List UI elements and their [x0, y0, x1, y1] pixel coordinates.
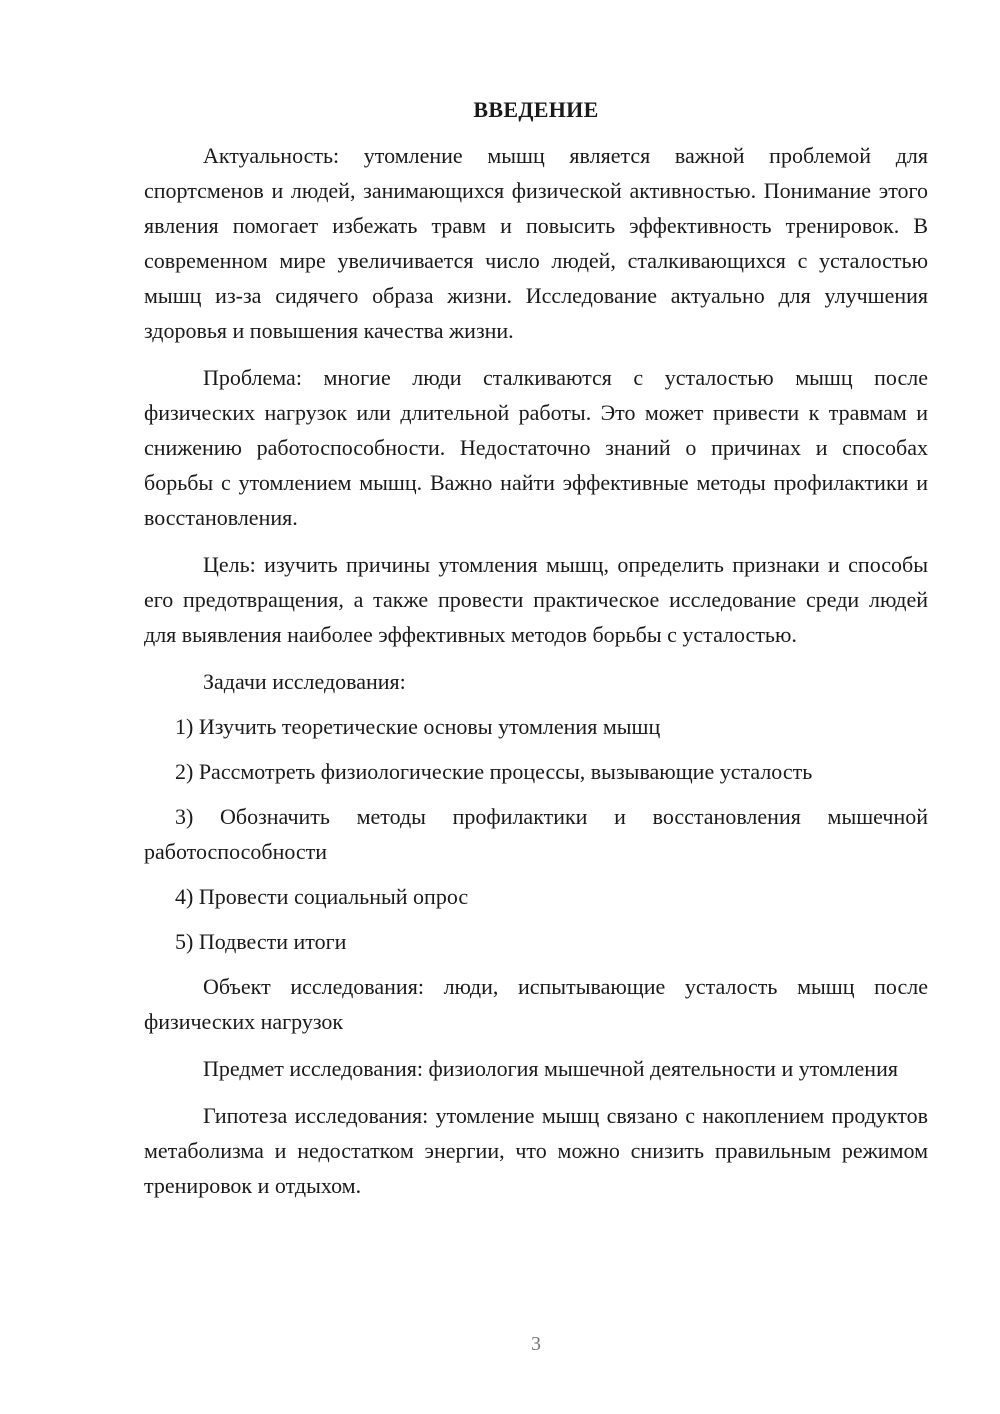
- paragraph-object: Объект исследования: люди, испытывающие усталость мышц после физических нагрузок: [144, 974, 928, 1034]
- page-number: 3: [531, 1333, 541, 1355]
- paragraph-hypothesis: Гипотеза исследования: утомление мышц связано с накоплением продуктов метаболизма и недостатком энергии, что можно снизить правильным режимом тренировок и отдыхом.: [144, 1103, 928, 1198]
- paragraph-subject: Предмет исследования: физиология мышечной деятельности и утомления: [203, 1056, 898, 1081]
- paragraph-goal: Цель: изучить причины утомления мышц, определить признаки и способы его предотвращения, а также провести практическое исследование среди людей для выявления наиболее эффективных методов борьбы с усталостью.: [144, 552, 928, 647]
- task-item: 2) Рассмотреть физиологические процессы, вызывающие усталость: [175, 759, 813, 784]
- task-item: 5) Подвести итоги: [175, 929, 347, 954]
- task-item: 1) Изучить теоретические основы утомления мышц: [175, 714, 661, 739]
- task-item: 3) Обозначить методы профилактики и восстановления мышечной работоспособности: [144, 804, 928, 864]
- paragraph-problem: Проблема: многие люди сталкиваются с усталостью мышц после физических нагрузок или длительной работы. Это может привести к травмам и снижению работоспособности. Недостаточно знаний о причинах и способах борьбы с утомлением мышц. Важно найти эффективные методы профилактики и восстановления.: [144, 365, 928, 530]
- tasks-heading: Задачи исследования:: [203, 669, 406, 694]
- page-title: ВВЕДЕНИЕ: [473, 97, 599, 122]
- paragraph-relevance: Актуальность: утомление мышц является важной проблемой для спортсменов и людей, занимающихся физической активностью. Понимание этого явления помогает избежать травм и повысить эффективность тренировок. В современном мире увеличивается число людей, сталкивающихся с усталостью мышц из-за сидячего образа жизни. Исследование актуально для улучшения здоровья и повышения качества жизни.: [144, 143, 928, 343]
- task-item: 4) Провести социальный опрос: [175, 884, 469, 909]
- document-page: [144, 94, 928, 1215]
